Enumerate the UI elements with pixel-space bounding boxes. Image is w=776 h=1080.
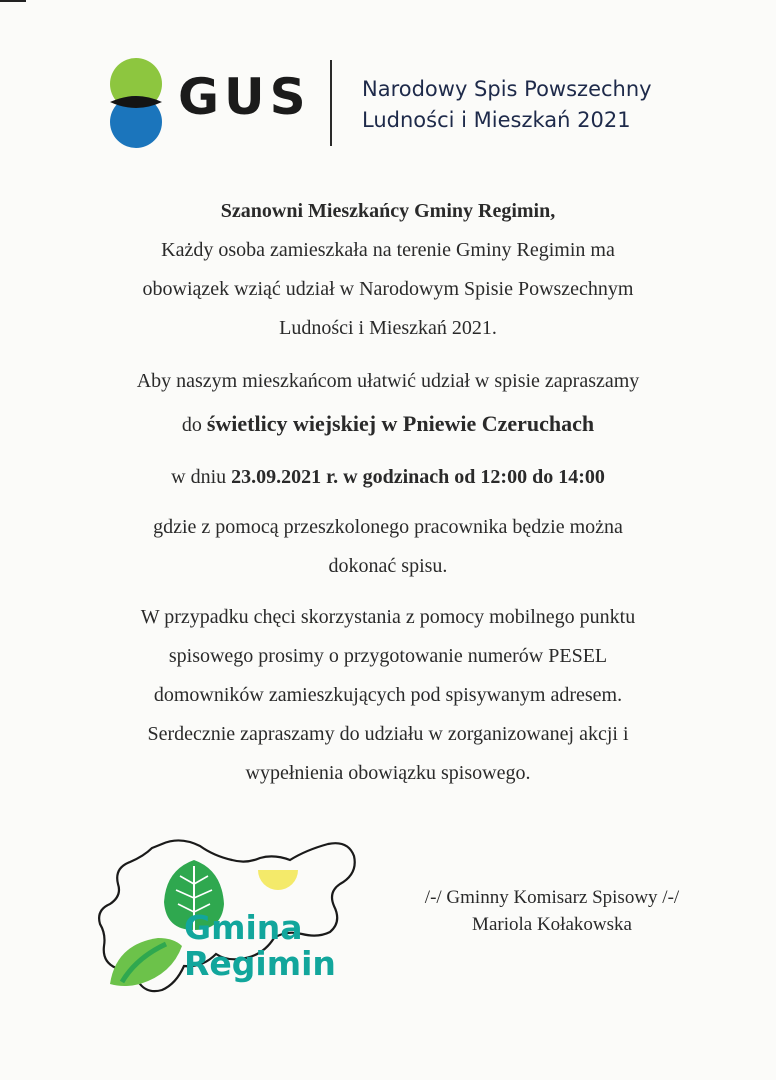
letter-invite-line xyxy=(0,362,776,401)
paragraph2-line1: gdzie z pomocą przeszkolonego pracownika będzie można xyxy=(153,516,623,538)
census-title xyxy=(362,74,652,136)
meeting-date-time: 23.09.2021 r. w godzinach od 12:00 do 14:00 xyxy=(231,466,605,488)
paragraph3-line2: spisowego prosimy o przygotowanie numerów PESEL xyxy=(168,645,608,667)
letter-paragraph3 xyxy=(0,598,776,793)
gmina-logo-line1: Gmina xyxy=(184,908,303,947)
gus-logo-text: GUS xyxy=(178,68,311,126)
signature-block xyxy=(372,884,732,938)
census-title-line2: Ludności i Mieszkań 2021 xyxy=(362,108,631,132)
paragraph1-line1: Każdy osoba zamieszkała na terenie Gminy Regimin ma xyxy=(161,239,615,261)
paragraph3-line1: W przypadku chęci skorzystania z pomocy mobilnego punktu xyxy=(140,606,636,628)
letter-greeting: Szanowni Mieszkańcy Gminy Regimin, xyxy=(220,200,556,222)
place-prefix: do xyxy=(181,414,207,436)
signature-name: Mariola Kołakowska xyxy=(472,914,632,935)
paragraph1-line3: Ludności i Mieszkań 2021. xyxy=(279,317,497,339)
letter-place-line xyxy=(0,404,776,445)
paragraph3-line4: Serdecznie zapraszamy do udziału w zorganizowanej akcji i xyxy=(147,723,629,745)
meeting-place: świetlicy wiejskiej w Pniewie Czeruchach xyxy=(206,411,595,436)
corner-scan-mark xyxy=(0,0,26,2)
paragraph3-line5: wypełnienia obowiązku spisowego. xyxy=(245,762,531,784)
letter-block-1 xyxy=(0,192,776,348)
header-divider xyxy=(330,60,332,146)
gmina-logo-line2: Regimin xyxy=(184,944,336,983)
date-prefix: w dniu xyxy=(171,466,232,488)
paragraph3-line3: domowników zamieszkujących pod spisywanym adresem. xyxy=(153,684,623,706)
letter-date-line xyxy=(0,458,776,497)
paragraph1-line2: obowiązek wziąć udział w Narodowym Spisie Powszechnym xyxy=(142,278,634,300)
invite-line: Aby naszym mieszkańcom ułatwić udział w spisie zapraszamy xyxy=(136,370,640,392)
gus-logo-icon xyxy=(108,58,168,148)
letter-paragraph2 xyxy=(0,508,776,586)
gmina-logo-text xyxy=(184,910,336,982)
census-title-line1: Narodowy Spis Powszechny xyxy=(362,77,652,101)
paragraph2-line2: dokonać spisu. xyxy=(328,555,448,577)
signature-title: /-/ Gminny Komisarz Spisowy /-/ xyxy=(424,887,680,908)
